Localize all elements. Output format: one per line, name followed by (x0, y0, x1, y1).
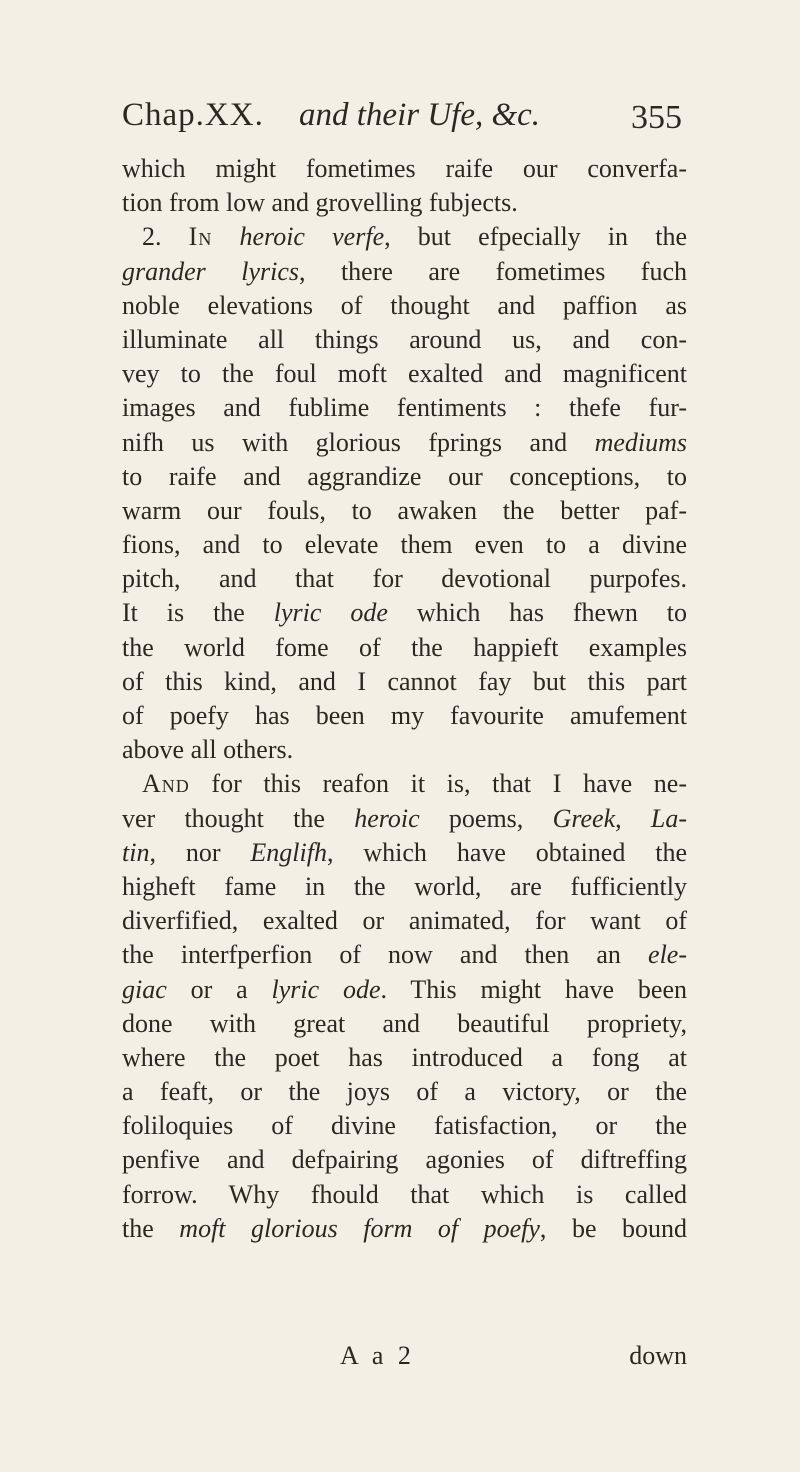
text-line: images and fublime fentiments : thefe fur- (122, 393, 687, 423)
text-line: higheft fame in the world, are fufficiently (122, 871, 687, 901)
text-line: warm our fouls, to awaken the better paf- (122, 495, 687, 525)
text-line: And for this reafon it is, that I have ne- (142, 769, 687, 799)
text-line: tin, nor Englifh, which have obtained the (122, 837, 687, 867)
text-line: ver thought the heroic poems, Greek, La- (122, 803, 688, 833)
text-line: grander lyrics, there are fometimes fuch (122, 256, 687, 286)
text-line: It is the lyric ode which has fhewn to (122, 598, 687, 628)
chapter-label: Chap.XX. (122, 97, 264, 133)
text-line: giac or a lyric ode. This might have been (122, 974, 687, 1004)
running-title: and their Ufe, &c. (299, 97, 541, 133)
text-line: the moft glorious form of poefy, be bound (122, 1213, 687, 1243)
text-line: which might fometimes raife our converfa- (122, 154, 687, 183)
body-text (122, 152, 687, 1246)
text-line: illuminate all things around us, and con- (122, 324, 687, 354)
text-line: the interfperfion of now and then an ele- (122, 940, 687, 970)
text-line: of this kind, and I cannot fay but this part (122, 666, 687, 696)
signature-mark: A a 2 (340, 1341, 415, 1370)
page-number: 355 (631, 99, 682, 136)
text-line: nifh us with glorious fprings and mediums (122, 427, 687, 457)
text-line: of poefy has been my favourite amufement (122, 701, 687, 730)
text-line: penfive and defpairing agonies of diftreffing (122, 1145, 687, 1175)
text-line: tion from low and grovelling fubjects. (122, 188, 518, 218)
catchword: down (629, 1341, 687, 1370)
text-line: to raife and aggrandize our conceptions, to (122, 461, 687, 491)
text-line: pitch, and that for devotional purpofes. (122, 564, 687, 594)
page-footer (122, 1341, 687, 1375)
text-line: fions, and to elevate them even to a divine (122, 530, 687, 560)
text-line: a feaft, or the joys of a victory, or the (122, 1077, 687, 1107)
text-line: above all others. (122, 735, 294, 765)
text-line: diverfified, exalted or animated, for want of (122, 906, 687, 936)
text-line: the world fome of the happieft examples (122, 632, 687, 662)
text-line: where the poet has introduced a fong at (122, 1042, 687, 1072)
running-head (122, 97, 682, 141)
text-line: vey to the foul moft exalted and magnificent (122, 359, 687, 389)
text-line: done with great and beautiful propriety, (122, 1008, 687, 1038)
text-line: forrow. Why fhould that which is called (122, 1179, 687, 1209)
text-line: noble elevations of thought and paffion as (122, 290, 687, 320)
text-line: 2. In heroic verfe, but efpecially in the (142, 222, 687, 252)
text-line: foliloquies of divine fatisfaction, or the (122, 1111, 687, 1141)
